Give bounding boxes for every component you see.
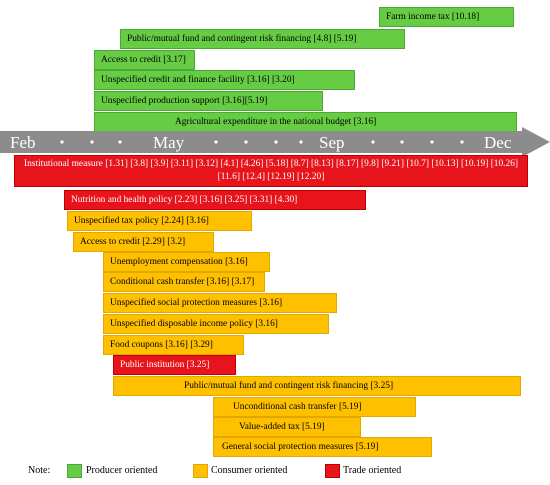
timeline-dot bbox=[299, 140, 302, 143]
bar-value-added-tax: Value-added tax [5.19] bbox=[213, 417, 361, 437]
bar-consumer-access-to-credit: Access to credit [2.29] [3.2] bbox=[73, 232, 214, 252]
bar-producer-mutual-fund: Public/mutual fund and contingent risk financing [4.8] [5.19] bbox=[120, 29, 405, 49]
bar-credit-finance-facility: Unspecified credit and finance facility [3.16] [3.20] bbox=[94, 70, 355, 90]
bar-unspecified-tax-policy: Unspecified tax policy [2.24] [3.16] bbox=[67, 211, 252, 231]
bar-disposable-income-policy: Unspecified disposable income policy [3.16] bbox=[103, 314, 329, 334]
legend-swatch-producer bbox=[67, 464, 82, 478]
bar-production-support: Unspecified production support [3.16][5.19] bbox=[94, 91, 323, 111]
bar-general-social-protection: General social protection measures [5.19] bbox=[213, 437, 432, 457]
timeline-dot bbox=[371, 140, 374, 143]
timeline-dot bbox=[400, 140, 403, 143]
timeline-month-feb: Feb bbox=[10, 133, 36, 152]
timeline-dot bbox=[60, 140, 63, 143]
timeline-month-dec: Dec bbox=[484, 133, 512, 152]
legend-producer-label: Producer oriented bbox=[86, 465, 158, 476]
bar-agricultural-expenditure: Agricultural expenditure in the national budget [3.16] bbox=[94, 112, 517, 132]
bar-food-coupons: Food coupons [3.16] [3.29] bbox=[103, 335, 244, 355]
bar-conditional-cash-transfer: Conditional cash transfer [3.16] [3.17] bbox=[103, 272, 265, 292]
legend-trade-label: Trade oriented bbox=[343, 465, 402, 476]
legend-note: Note: bbox=[28, 465, 51, 476]
timeline-dot bbox=[274, 140, 277, 143]
legend-swatch-trade bbox=[325, 464, 340, 478]
bar-nutrition-health-policy: Nutrition and health policy [2.23] [3.16] [3.25] [3.31] [4.30] bbox=[64, 190, 366, 210]
legend-swatch-consumer bbox=[193, 464, 208, 478]
bar-institutional-measure: Institutional measure [1.31] [3.8] [3.9] [3.11] [3.12] [4.1] [4.26] [5.18] [8.7] [8.13] [8.17] [9.8] [9.21] [10.7] [10.13] [10.19] [10.26] [11.6] [12.4] [12.19] [12.20] bbox=[14, 155, 528, 187]
timeline-month-may: May bbox=[153, 133, 185, 152]
bar-consumer-mutual-fund: Public/mutual fund and contingent risk financing [3.25] bbox=[113, 376, 521, 396]
timeline-dot bbox=[460, 140, 463, 143]
bar-public-institution: Public institution [3.25] bbox=[113, 355, 236, 375]
bar-farm-income-tax: Farm income tax [10.18] bbox=[379, 7, 514, 27]
bar-unconditional-cash-transfer: Unconditional cash transfer [5.19] bbox=[213, 397, 416, 417]
timeline-dot bbox=[90, 140, 93, 143]
bar-producer-access-to-credit: Access to credit [3.17] bbox=[94, 50, 195, 70]
bar-unemployment-compensation: Unemployment compensation [3.16] bbox=[103, 252, 270, 272]
bar-unspecified-social-protection: Unspecified social protection measures [3.16] bbox=[103, 293, 337, 313]
timeline-dot bbox=[430, 140, 433, 143]
timeline-month-sep: Sep bbox=[319, 133, 345, 152]
timeline-dot bbox=[118, 140, 121, 143]
legend-consumer-label: Consumer oriented bbox=[211, 465, 288, 476]
timeline-dot bbox=[214, 140, 217, 143]
timeline-arrow bbox=[0, 127, 550, 157]
timeline-dot bbox=[244, 140, 247, 143]
